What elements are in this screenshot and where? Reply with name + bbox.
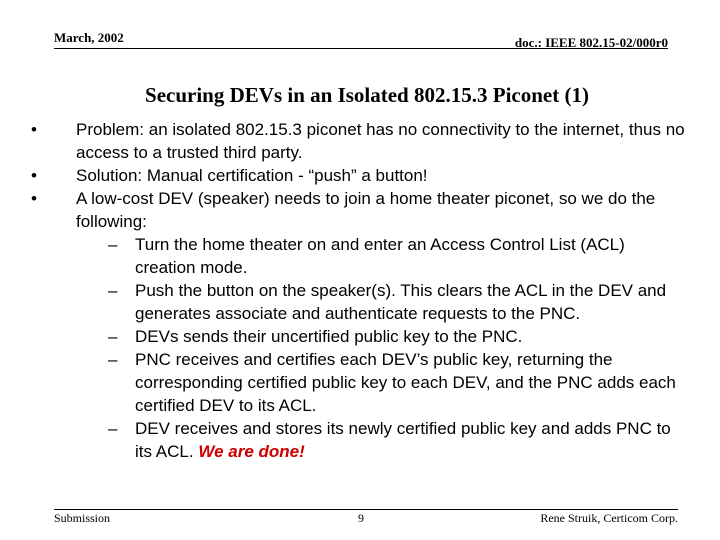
- bullet-list: [28, 118, 688, 463]
- bullet-text: A low-cost DEV (speaker) needs to join a home theater piconet, so we do the following:: [76, 189, 656, 231]
- bullet-marker: •: [31, 189, 37, 208]
- sub-bullet-marker: –: [108, 281, 118, 300]
- sub-bullet-marker: –: [108, 419, 118, 438]
- header-date: March, 2002: [54, 30, 124, 45]
- bullet-text: Problem: an isolated 802.15.3 piconet has no connectivity to the internet, thus no access to a trusted third party.: [76, 120, 685, 162]
- sub-bullet-text: Push the button on the speaker(s). This clears the ACL in the DEV and generates associate and authenticate requests to the PNC.: [135, 281, 667, 323]
- slide-content: [28, 118, 688, 463]
- sub-bullet-text: PNC receives and certifies each DEV’s public key, returning the corresponding certified public key to each DEV, and the PNC adds each certified DEV to its ACL.: [135, 350, 676, 415]
- bullet-solution: [28, 164, 688, 187]
- slide-title: Securing DEVs in an Isolated 802.15.3 Piconet (1): [145, 83, 589, 107]
- header-doc-id: doc.: IEEE 802.15-02/000r0: [514, 35, 668, 50]
- footer-author: Rene Struik, Certicom Corp.: [540, 511, 678, 525]
- sub-bullet-text: DEV receives and stores its newly certified public key and adds PNC to its ACL.: [135, 419, 671, 461]
- sub-bullet-step-1: [28, 233, 688, 279]
- footer-rule: [54, 509, 678, 510]
- sub-bullet-text: Turn the home theater on and enter an Access Control List (ACL) creation mode.: [135, 235, 625, 277]
- footer-page-number: 9: [358, 511, 364, 525]
- bullet-text: Solution: Manual certification - “push” a button!: [76, 166, 428, 185]
- bullet-scenario: [28, 187, 688, 233]
- done-emphasis: We are done!: [198, 442, 305, 461]
- sub-bullet-marker: –: [108, 327, 118, 346]
- sub-bullet-step-5: [28, 417, 688, 463]
- sub-bullet-step-2: [28, 279, 688, 325]
- bullet-marker: •: [31, 166, 37, 185]
- bullet-problem: [28, 118, 688, 164]
- header-rule: [54, 48, 668, 49]
- bullet-marker: •: [31, 120, 37, 139]
- sub-bullet-step-3: [28, 325, 688, 348]
- sub-bullet-step-4: [28, 348, 688, 417]
- sub-bullet-text: DEVs sends their uncertified public key to the PNC.: [135, 327, 523, 346]
- sub-bullet-marker: –: [108, 350, 118, 369]
- footer-submission: Submission: [54, 511, 111, 525]
- sub-bullet-marker: –: [108, 235, 118, 254]
